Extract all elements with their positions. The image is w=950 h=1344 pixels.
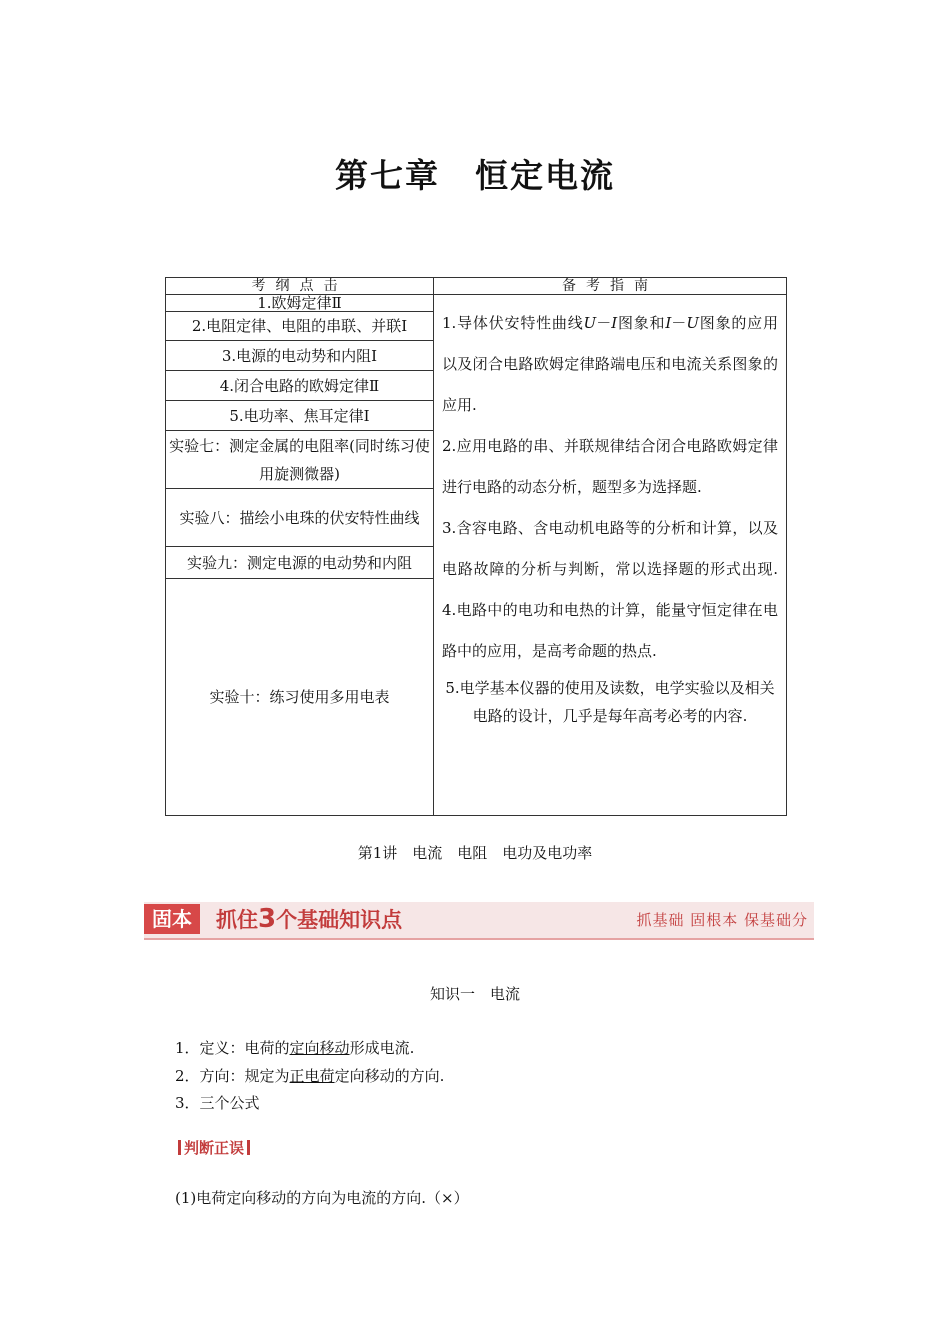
table-row: 实验十：练习使用多用电表 <box>166 579 434 816</box>
table-row: 1.欧姆定律Ⅱ <box>166 295 434 312</box>
lecture-title: 第1讲 电流 电阻 电功及电功率 <box>357 844 593 862</box>
table-header-syllabus: 考纲点击 <box>166 278 434 295</box>
table-row: 3.电源的电动势和内阻Ⅰ <box>166 341 434 371</box>
banner-heading: 抓住3个基础知识点 <box>216 904 403 934</box>
list-item: 3．三个公式 <box>175 1094 260 1112</box>
table-row: 实验七：测定金属的电阻率(同时练习使用旋测微器) <box>166 431 434 489</box>
table-row: 5.电功率、焦耳定律Ⅰ <box>166 401 434 431</box>
guide-paragraph-1: 1.导体伏安特性曲线U－I图象和I－U图象的应用以及闭合电路欧姆定律路端电压和电流关系图象的应用. <box>442 314 778 414</box>
table-row: 2.电阻定律、电阻的串联、并联Ⅰ <box>166 312 434 341</box>
guide-paragraph-2: 2.应用电路的串、并联规律结合闭合电路欧姆定律进行电路的动态分析，题型多为选择题. <box>442 437 778 496</box>
guide-paragraph-3: 3.含容电路、含电动机电路等的分析和计算，以及电路故障的分析与判断，常以选择题的形式出现. 4.电路中的电功和电热的计算，能量守恒定律在电路中的应用，是高考命题的热点. <box>442 519 794 660</box>
judge-item: (1)电荷定向移动的方向为电流的方向.（×） <box>175 1189 469 1207</box>
table-header-guide: 备考指南 <box>434 278 787 295</box>
table-row: 实验九：测定电源的电动势和内阻 <box>166 547 434 579</box>
judge-label: 判断正误 <box>175 1138 253 1158</box>
table-row: 实验八：描绘小电珠的伏安特性曲线 <box>166 489 434 547</box>
banner-tag: 固本 <box>144 904 200 934</box>
list-item: 1．定义：电荷的定向移动形成电流. <box>175 1039 415 1057</box>
banner-subtitle: 抓基础 固根本 保基础分 <box>636 911 808 929</box>
section-title: 知识一 电流 <box>429 985 520 1003</box>
section-banner <box>144 902 814 940</box>
chapter-title: 第七章 恒定电流 <box>335 156 615 195</box>
syllabus-table <box>165 277 794 816</box>
guide-paragraph-5: 5.电学基本仪器的使用及读数，电学实验以及相关电路的设计，几乎是每年高考必考的内容. <box>445 679 775 725</box>
table-row: 4.闭合电路的欧姆定律Ⅱ <box>166 371 434 401</box>
guide-cell <box>434 295 794 816</box>
list-item: 2．方向：规定为正电荷定向移动的方向. <box>175 1067 445 1085</box>
